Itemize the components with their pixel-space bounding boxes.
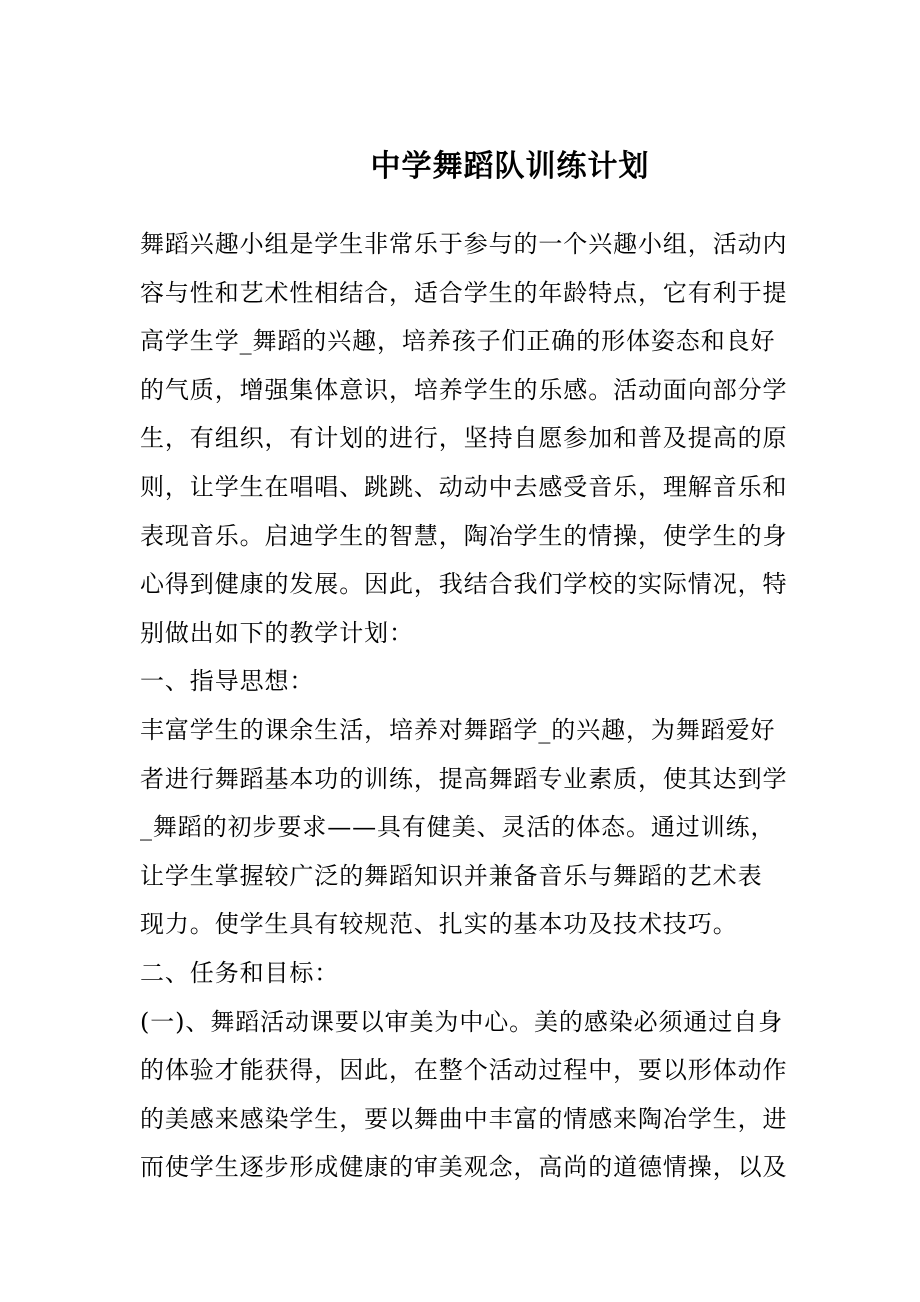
body-line: 别做出如下的教学计划：	[140, 618, 414, 647]
body-line: 表现音乐。启迪学生的智慧，陶冶学生的情操，使学生的身	[140, 521, 788, 550]
body-line: 生，有组织，有计划的进行，坚持自愿参加和普及提高的原	[140, 424, 788, 453]
section-heading: 二、任务和目标：	[140, 958, 340, 987]
body-line: 容与性和艺术性相结合，适合学生的年龄特点，它有利于提	[140, 278, 788, 307]
body-line: 现力。使学生具有较规范、扎实的基本功及技术技巧。	[140, 910, 738, 939]
body-line: 的气质，增强集体意识，培养学生的乐感。活动面向部分学	[140, 375, 788, 404]
body-line: 的体验才能获得，因此，在整个活动过程中，要以形体动作	[140, 1056, 788, 1085]
body-line: 的美感来感染学生，要以舞曲中丰富的情感来陶冶学生，进	[140, 1104, 788, 1133]
body-line: _舞蹈的初步要求——具有健美、灵活的体态。通过训练，	[140, 813, 776, 842]
body-line: (一)、舞蹈活动课要以审美为中心。美的感染必须通过自身	[140, 1007, 784, 1036]
body-line: 高学生学_舞蹈的兴趣，培养孩子们正确的形体姿态和良好	[140, 327, 776, 356]
body-line: 而使学生逐步形成健康的审美观念，高尚的道德情操，以及	[140, 1153, 788, 1182]
body-line: 者进行舞蹈基本功的训练，提高舞蹈专业素质，使其达到学	[140, 764, 788, 793]
body-line: 丰富学生的课余生活，培养对舞蹈学_的兴趣，为舞蹈爱好	[140, 715, 776, 744]
body-line: 则，让学生在唱唱、跳跳、动动中去感受音乐，理解音乐和	[140, 472, 788, 501]
body-line: 让学生掌握较广泛的舞蹈知识并兼备音乐与舞蹈的艺术表	[140, 861, 763, 890]
document-title: 中学舞蹈队训练计划	[370, 149, 650, 184]
body-line: 舞蹈兴趣小组是学生非常乐于参与的一个兴趣小组，活动内	[140, 230, 788, 258]
body-line: 心得到健康的发展。因此，我结合我们学校的实际情况，特	[140, 570, 788, 599]
document-body	[140, 220, 788, 1192]
section-heading: 一、指导思想：	[140, 667, 315, 696]
